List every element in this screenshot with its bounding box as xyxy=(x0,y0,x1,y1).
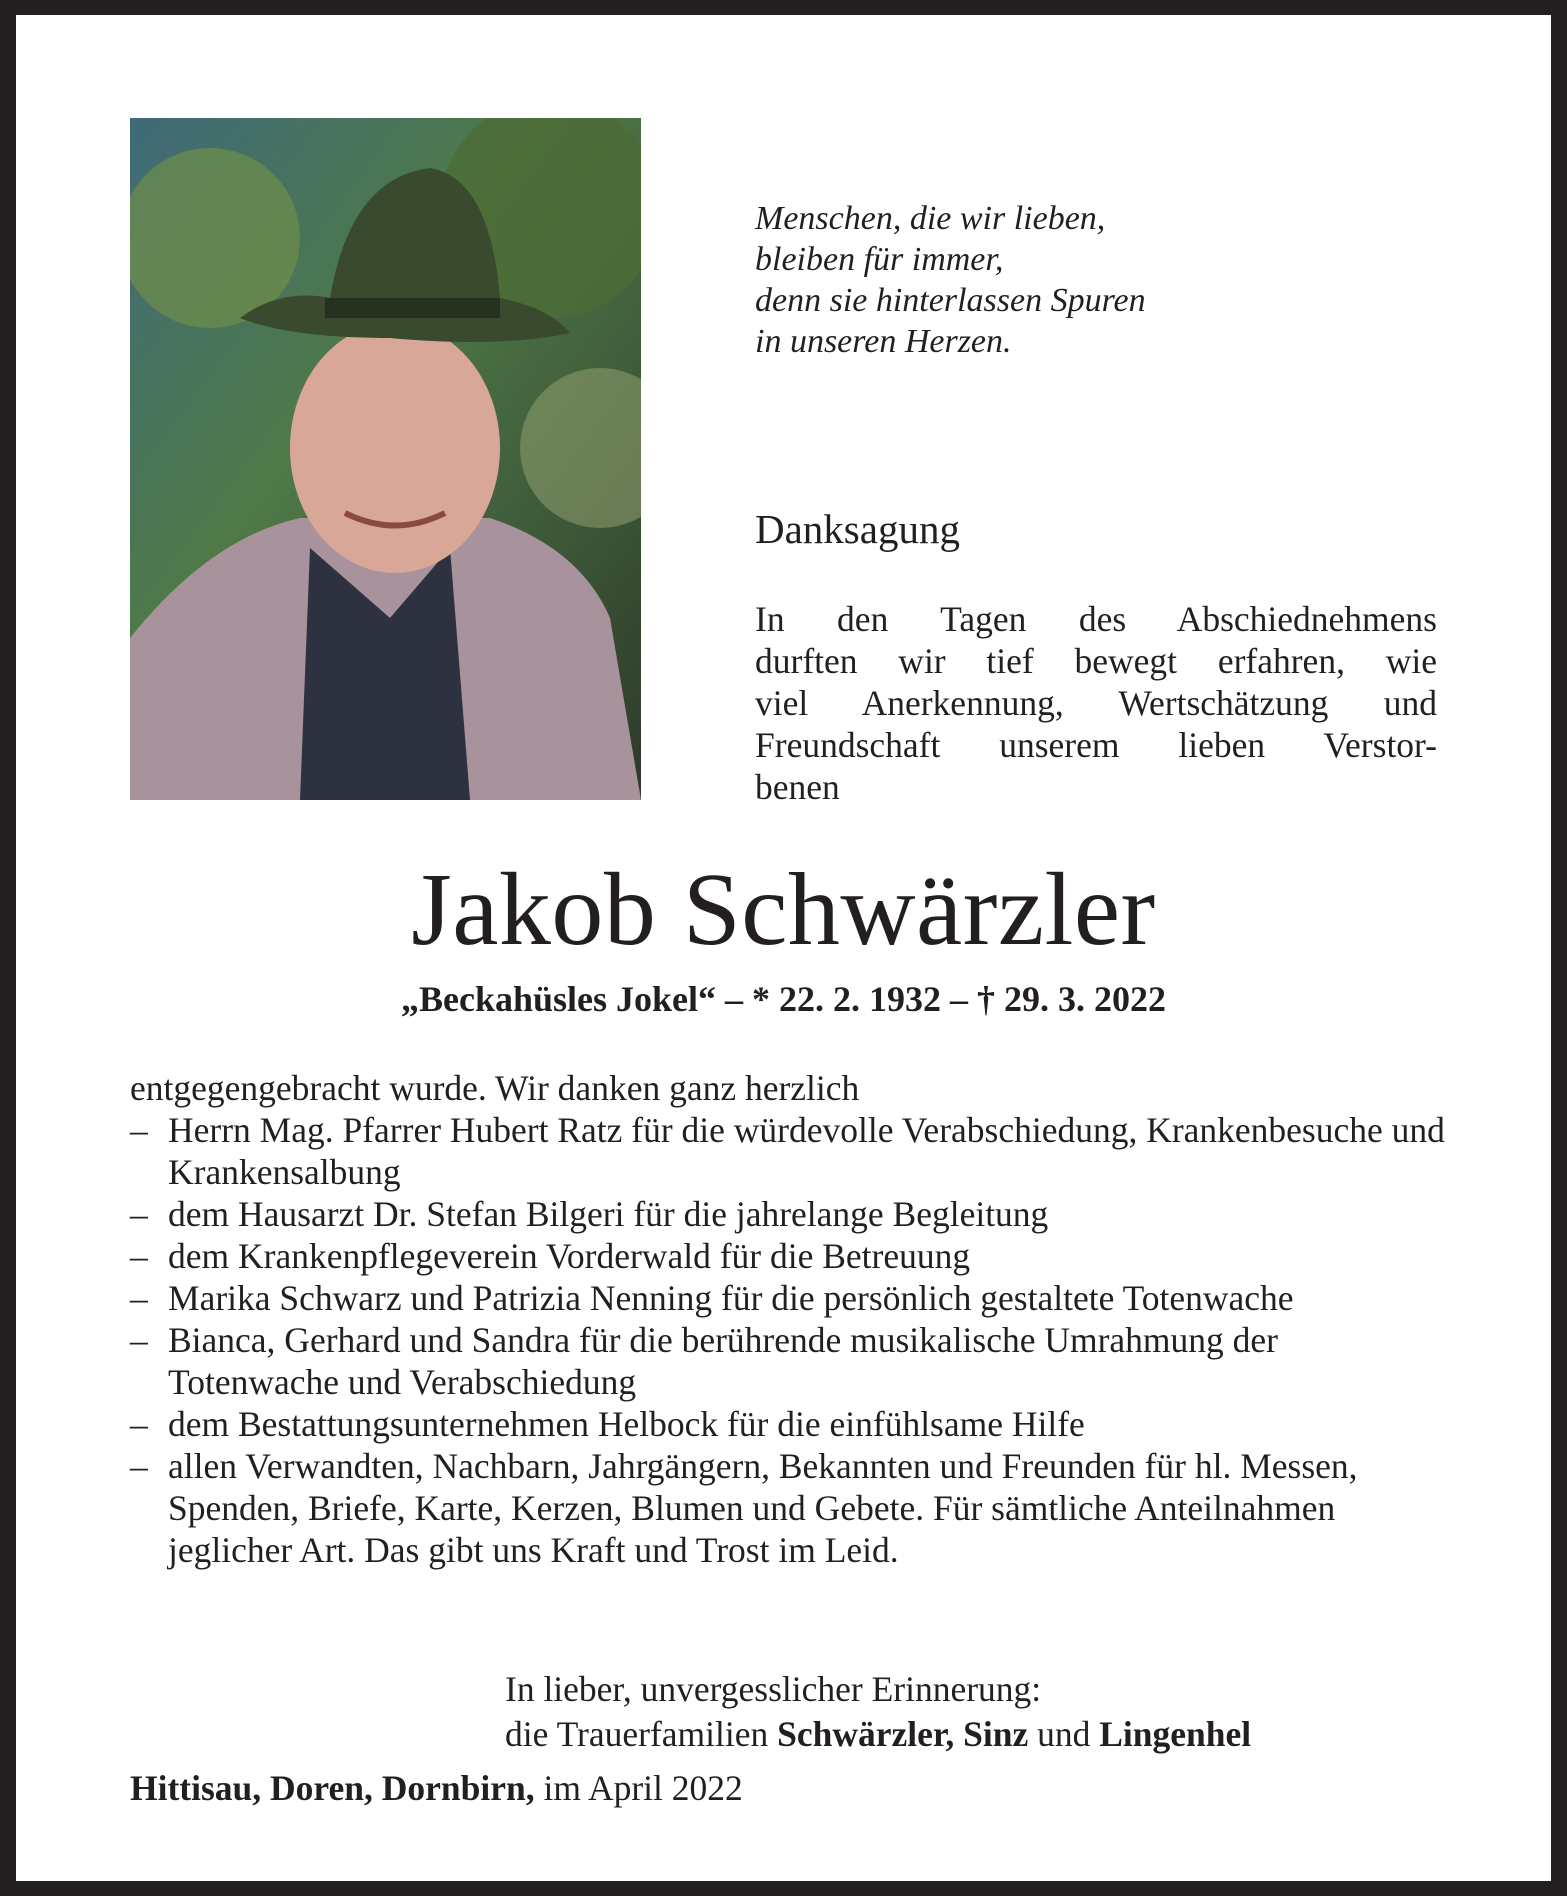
dash: – xyxy=(130,1446,148,1486)
poem-line: bleiben für immer, xyxy=(755,241,1004,278)
intro-paragraph xyxy=(755,598,1437,808)
thanks-item-text: dem Hausarzt Dr. Stefan Bilgeri für die jahrelange Begleitung xyxy=(168,1194,1049,1234)
heading-danksagung: Danksagung xyxy=(755,506,960,552)
thanks-item-text: dem Bestattungsunternehmen Helbock für die einfühlsame Hilfe xyxy=(168,1404,1085,1444)
poem xyxy=(755,198,1146,362)
thanks-item xyxy=(130,1235,1453,1277)
thanks-item xyxy=(130,1319,1453,1403)
nickname-and-dates: „Beckahüsles Jokel“ – * 22. 2. 1932 – † 29. 3. 2022 xyxy=(400,979,1167,1019)
family-line xyxy=(505,1712,1251,1757)
thanks-item xyxy=(130,1109,1453,1193)
dash: – xyxy=(130,1404,148,1444)
intro-line: durften wir tief bewegt erfahren, wie xyxy=(755,641,1437,681)
thanks-item-text: dem Krankenpflegeverein Vorderwald für die Betreuung xyxy=(168,1236,971,1276)
intro-line: viel Anerkennung, Wertschätzung und xyxy=(755,683,1437,723)
dash: – xyxy=(130,1278,148,1318)
intro-line: Freundschaft unserem lieben Verstor- xyxy=(755,725,1437,765)
thanks-item-text: Herrn Mag. Pfarrer Hubert Ratz für die würdevolle Verabschiedung, Krankenbesuche und Krankensalbung xyxy=(168,1110,1445,1192)
footer-date: im April 2022 xyxy=(543,1768,743,1808)
footer-places: Hittisau, Doren, Dornbirn, xyxy=(130,1768,535,1808)
closing xyxy=(505,1667,1251,1757)
dash: – xyxy=(130,1194,148,1234)
obituary-page xyxy=(16,15,1551,1881)
thanks-body xyxy=(130,1067,1453,1571)
family-and: und xyxy=(1037,1714,1091,1754)
intro-line: benen xyxy=(755,767,840,807)
deceased-name: Jakob Schwärzler xyxy=(411,852,1156,967)
thanks-item xyxy=(130,1193,1453,1235)
family-names: Schwärzler, Sinz xyxy=(777,1714,1029,1754)
thanks-item xyxy=(130,1277,1453,1319)
poem-line: Menschen, die wir lieben, xyxy=(755,200,1106,237)
dash: – xyxy=(130,1236,148,1276)
poem-line: denn sie hinterlassen Spuren xyxy=(755,282,1146,319)
footer xyxy=(130,1767,743,1809)
intro-line: In den Tagen des Abschiednehmens xyxy=(755,599,1437,639)
thanks-item-text: allen Verwandten, Nachbarn, Jahrgängern, Bekannten und Freunden für hl. Messen, Spenden, Briefe, Karte, Kerzen, Blumen und Gebete. Für sämtliche Anteilnahmen jeglicher Art. Das gibt uns Kraft und Trost im Leid. xyxy=(168,1446,1358,1570)
thanks-item-text: Marika Schwarz und Patrizia Nenning für die persönlich gestaltete Totenwache xyxy=(168,1278,1294,1318)
thanks-item-text: Bianca, Gerhard und Sandra für die berührende musikalische Umrahmung der Totenwache und Verabschiedung xyxy=(168,1320,1278,1402)
closing-line: In lieber, unvergesslicher Erinnerung: xyxy=(505,1669,1042,1709)
thanks-item xyxy=(130,1445,1453,1571)
dash: – xyxy=(130,1320,148,1360)
portrait-photo xyxy=(130,118,641,800)
family-prefix: die Trauerfamilien xyxy=(505,1714,769,1754)
thanks-lead: entgegengebracht wurde. Wir danken ganz herzlich xyxy=(130,1068,860,1108)
dash: – xyxy=(130,1110,148,1150)
family-name: Lingenhel xyxy=(1099,1714,1252,1754)
poem-line: in unseren Herzen. xyxy=(755,323,1012,360)
thanks-item xyxy=(130,1403,1453,1445)
